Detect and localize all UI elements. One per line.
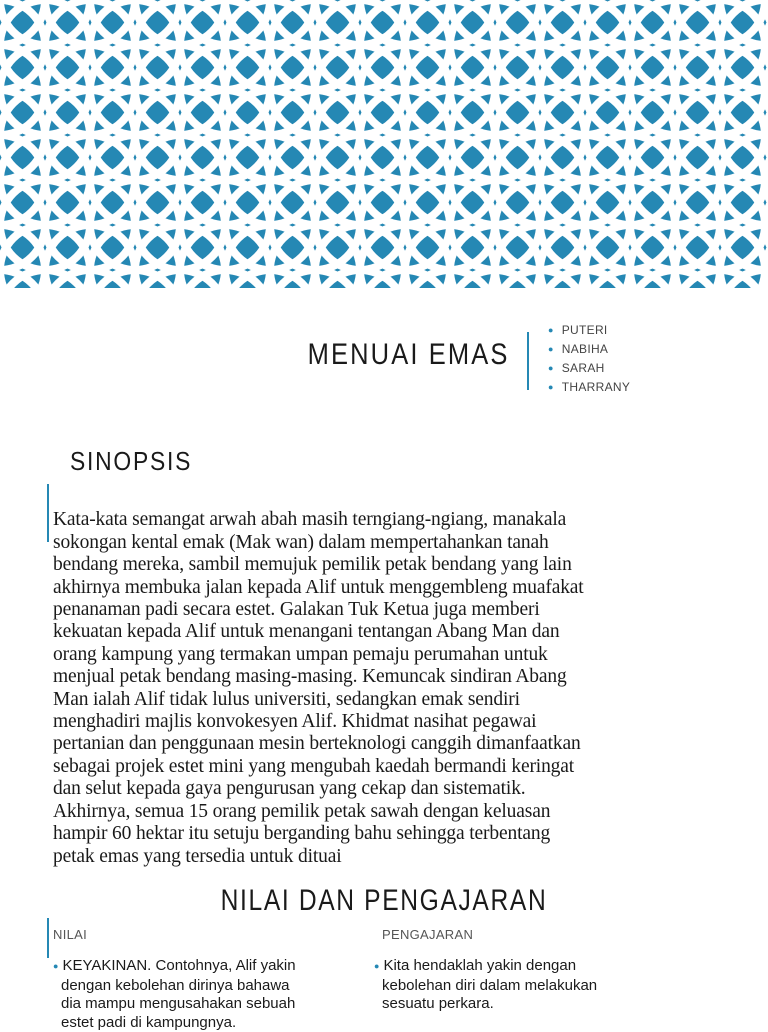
synopsis-line: Man ialah Alif tidak lulus universiti, sedangkan emak sendiri [53,689,520,710]
synopsis-accent-bar [47,484,49,542]
synopsis-line: sebagai projek estet mini yang mengubah kaedah bermandi keringat [53,756,574,777]
pattern-banner [0,0,768,288]
member-item [548,321,630,340]
member-name: NABIHA [562,342,608,356]
member-name: SARAH [562,361,605,375]
synopsis-line: orang kampung yang termakan umpan pemaju perumahan untuk [53,644,548,665]
presentation-title: MENUAI EMAS [308,338,510,372]
pengajaran-line: kebolehan diri dalam melakukan [374,977,674,996]
values-heading: NILAI DAN PENGAJARAN [69,884,699,918]
synopsis-line: petak emas yang tersedia untuk dituai [53,846,341,867]
nilai-line [53,957,353,977]
synopsis-line: Kata-kata semangat arwah abah masih terngiang-ngiang, manakala [53,509,566,530]
pengajaran-content [374,957,674,1014]
member-name: PUTERI [562,323,608,337]
synopsis-line: menjual petak bendang masing-masing. Kemuncak sindiran Abang [53,666,567,687]
bullet-icon: ● [53,961,58,971]
member-item [548,340,630,359]
synopsis-line: Akhirnya, semua 15 orang pemilik petak sawah dengan keluasan [53,801,550,822]
member-name: THARRANY [562,380,630,394]
bullet-icon: ● [548,325,554,335]
pengajaran-line [374,957,674,977]
bullet-icon: ● [548,363,554,373]
member-item [548,359,630,378]
synopsis-line: pertanian dan penggunaan mesin berteknologi canggih dimanfaatkan [53,733,581,754]
nilai-accent-bar [47,918,49,958]
synopsis-line: kekuatan kepada Alif untuk menangani tentangan Abang Man dan [53,621,560,642]
nilai-label: NILAI [53,927,87,942]
synopsis-text [53,487,768,868]
synopsis-line: sokongan kental emak (Mak wan) dalam mempertahankan tanah [53,532,549,553]
nilai-line: dengan kebolehan dirinya bahawa [53,977,353,996]
synopsis-line: penanaman padi secara estet. Galakan Tuk Ketua juga memberi [53,599,540,620]
title-divider [527,332,529,390]
nilai-content [53,957,353,1032]
nilai-line: estet padi di kampungnya. [53,1014,353,1032]
pengajaran-label: PENGAJARAN [382,927,473,942]
synopsis-line: hampir 60 hektar itu setuju berganding bahu sehingga terbentang [53,823,550,844]
pengajaran-text: Kita hendaklah yakin dengan [383,957,576,974]
synopsis-line: dan selut kepada gaya pengurusan yang cekap dan sistematik. [53,778,526,799]
member-item [548,378,630,397]
member-list [548,321,630,397]
title-slide [0,288,768,424]
pengajaran-line: sesuatu perkara. [374,995,674,1014]
synopsis-line: akhirnya membuka jalan kepada Alif untuk menggembleng muafakat [53,577,584,598]
nilai-text: KEYAKINAN. Contohnya, Alif yakin [62,957,295,974]
bullet-icon: ● [374,961,379,971]
circle-pattern-graphic [0,0,768,288]
synopsis-line: bendang mereka, sambil memujuk pemilik petak bendang yang lain [53,554,572,575]
nilai-line: dia mampu mengusahakan sebuah [53,995,353,1014]
bullet-icon: ● [548,344,554,354]
synopsis-heading: SINOPSIS [70,446,192,477]
bullet-icon: ● [548,382,554,392]
synopsis-line: menghadiri majlis konvokesyen Alif. Khidmat nasihat pegawai [53,711,536,732]
